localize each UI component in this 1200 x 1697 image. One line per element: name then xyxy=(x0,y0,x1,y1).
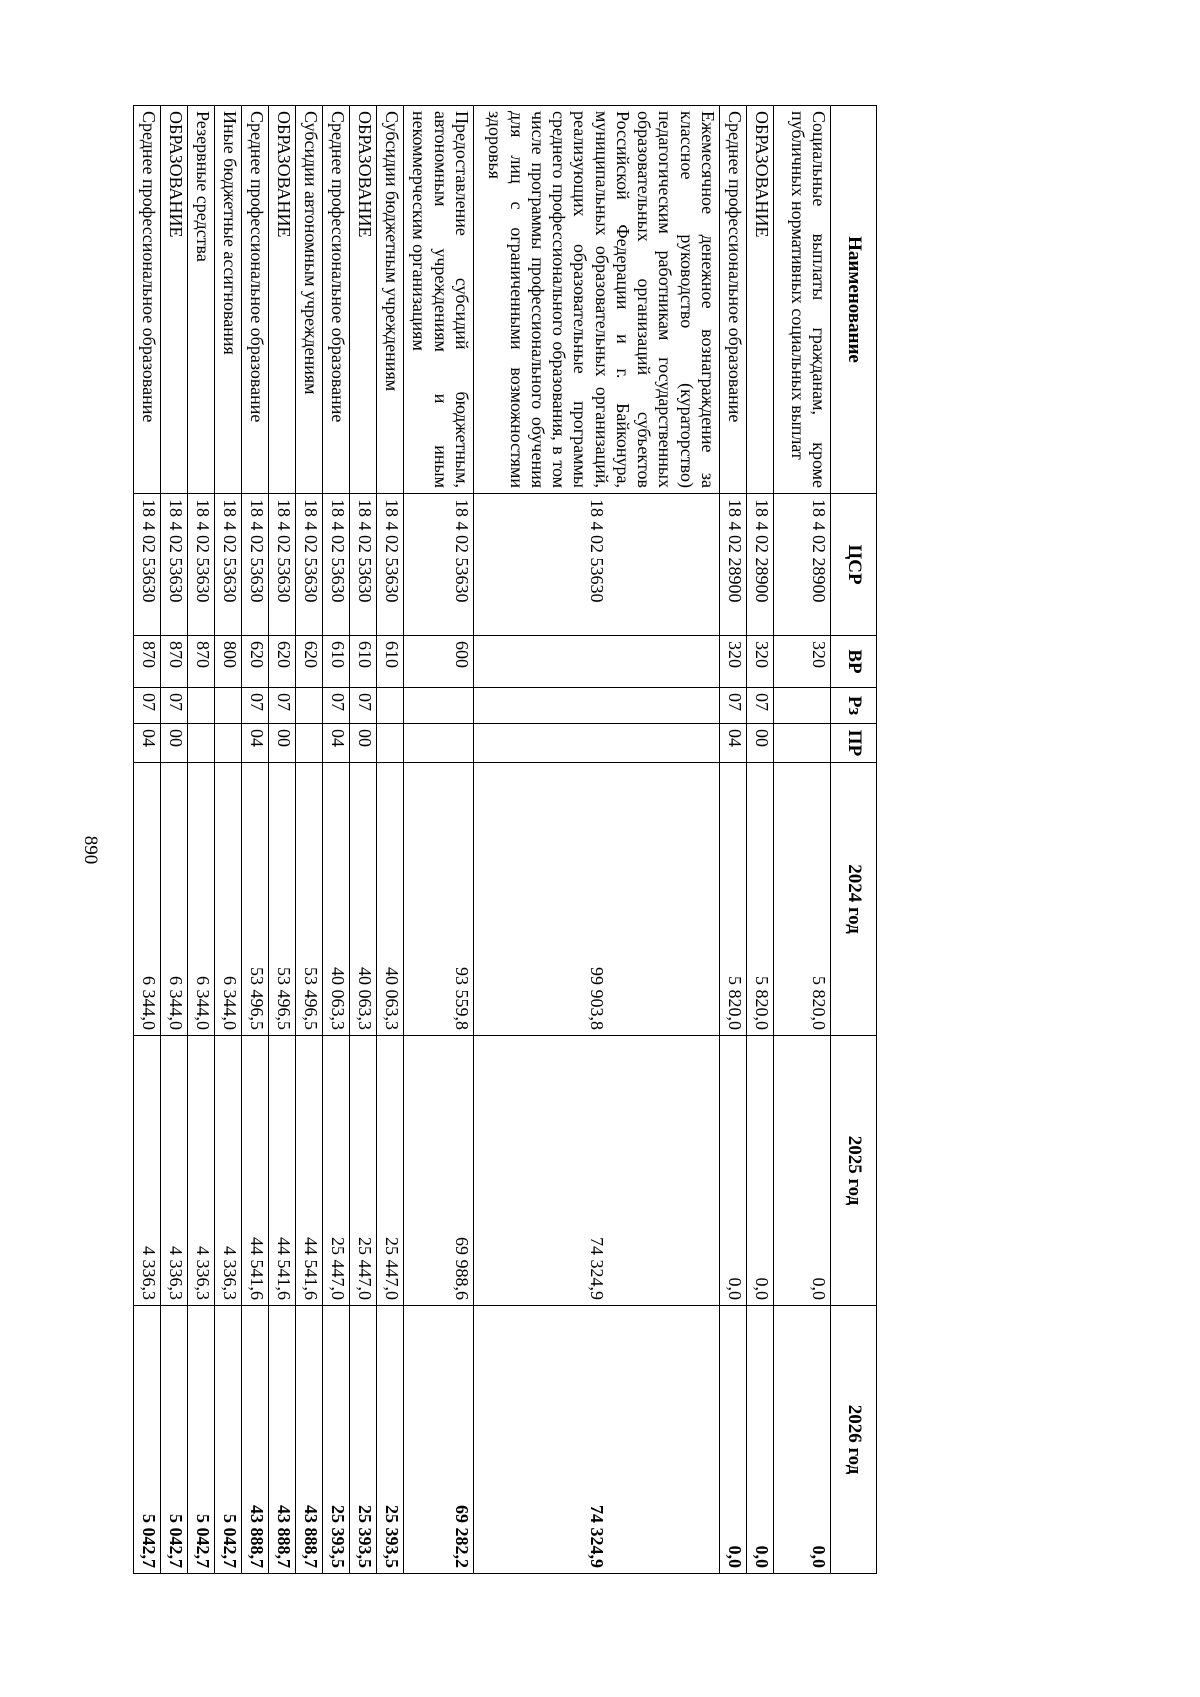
cell-rz: 07 xyxy=(746,688,773,724)
cell-pr xyxy=(296,724,323,763)
header-2024: 2024 год xyxy=(831,763,877,1036)
cell-csr: 18 4 02 53630 xyxy=(215,494,242,636)
cell-name: Среднее профессиональное образование xyxy=(323,106,350,494)
cell-name: ОБРАЗОВАНИЕ xyxy=(269,106,296,494)
cell-2026: 25 393,5 xyxy=(323,1306,350,1574)
cell-name: Резервные средства xyxy=(188,106,215,494)
cell-2024: 5 820,0 xyxy=(719,763,746,1036)
cell-2026: 43 888,7 xyxy=(242,1306,269,1574)
table-row xyxy=(404,106,473,1574)
cell-2026: 0,0 xyxy=(746,1306,773,1574)
cell-2024: 5 820,0 xyxy=(773,763,830,1036)
table-row xyxy=(134,106,161,1574)
header-vr: ВР xyxy=(831,636,877,688)
cell-name: Предоставление субсидий бюджетным, автономным учреждениям и иным некоммерческим организациям xyxy=(404,106,473,494)
cell-csr: 18 4 02 28900 xyxy=(719,494,746,636)
cell-csr: 18 4 02 53630 xyxy=(242,494,269,636)
cell-pr xyxy=(377,724,404,763)
cell-2024: 99 903,8 xyxy=(473,763,719,1036)
cell-2024: 53 496,5 xyxy=(296,763,323,1036)
cell-2026: 43 888,7 xyxy=(296,1306,323,1574)
cell-csr: 18 4 02 28900 xyxy=(773,494,830,636)
cell-pr xyxy=(188,724,215,763)
cell-2025: 0,0 xyxy=(719,1036,746,1306)
cell-2025: 74 324,9 xyxy=(473,1036,719,1306)
cell-rz xyxy=(296,688,323,724)
cell-2025: 4 336,3 xyxy=(215,1036,242,1306)
cell-name: ОБРАЗОВАНИЕ xyxy=(161,106,188,494)
cell-csr: 18 4 02 53630 xyxy=(161,494,188,636)
cell-csr: 18 4 02 28900 xyxy=(746,494,773,636)
cell-csr: 18 4 02 53630 xyxy=(296,494,323,636)
rotated-table-wrapper xyxy=(133,105,877,1573)
table-row xyxy=(473,106,719,1574)
cell-2025: 25 447,0 xyxy=(350,1036,377,1306)
cell-name: Субсидии бюджетным учреждениям xyxy=(377,106,404,494)
cell-vr: 610 xyxy=(323,636,350,688)
table-row xyxy=(215,106,242,1574)
cell-2025: 25 447,0 xyxy=(377,1036,404,1306)
table-row xyxy=(350,106,377,1574)
cell-pr xyxy=(473,724,719,763)
cell-csr: 18 4 02 53630 xyxy=(134,494,161,636)
cell-vr: 320 xyxy=(773,636,830,688)
cell-rz xyxy=(188,688,215,724)
cell-csr: 18 4 02 53630 xyxy=(350,494,377,636)
cell-2026: 5 042,7 xyxy=(161,1306,188,1574)
cell-2026: 25 393,5 xyxy=(377,1306,404,1574)
cell-rz: 07 xyxy=(350,688,377,724)
cell-rz xyxy=(404,688,473,724)
cell-pr: 00 xyxy=(746,724,773,763)
table-header-row xyxy=(831,106,877,1574)
budget-table xyxy=(133,105,877,1574)
cell-pr xyxy=(404,724,473,763)
table-row xyxy=(719,106,746,1574)
table-row xyxy=(746,106,773,1574)
cell-2025: 44 541,6 xyxy=(296,1036,323,1306)
header-name: Наименование xyxy=(831,106,877,494)
cell-2025: 4 336,3 xyxy=(134,1036,161,1306)
cell-rz: 07 xyxy=(719,688,746,724)
cell-rz xyxy=(473,688,719,724)
table-row xyxy=(296,106,323,1574)
cell-csr: 18 4 02 53630 xyxy=(323,494,350,636)
cell-vr: 610 xyxy=(350,636,377,688)
table-row xyxy=(269,106,296,1574)
cell-vr: 620 xyxy=(242,636,269,688)
cell-2024: 53 496,5 xyxy=(242,763,269,1036)
cell-2026: 0,0 xyxy=(719,1306,746,1574)
cell-csr: 18 4 02 53630 xyxy=(188,494,215,636)
cell-name: ОБРАЗОВАНИЕ xyxy=(350,106,377,494)
cell-csr: 18 4 02 53630 xyxy=(404,494,473,636)
cell-2025: 4 336,3 xyxy=(161,1036,188,1306)
cell-vr: 320 xyxy=(746,636,773,688)
cell-vr: 320 xyxy=(719,636,746,688)
cell-pr: 04 xyxy=(719,724,746,763)
table-row xyxy=(242,106,269,1574)
cell-name: Среднее профессиональное образование xyxy=(719,106,746,494)
cell-name: Социальные выплаты гражданам, кроме публичных нормативных социальных выплат xyxy=(773,106,830,494)
cell-name: Среднее профессиональное образование xyxy=(134,106,161,494)
header-pr: ПР xyxy=(831,724,877,763)
cell-2026: 0,0 xyxy=(773,1306,830,1574)
cell-2026: 69 282,2 xyxy=(404,1306,473,1574)
table-row xyxy=(773,106,830,1574)
cell-2026: 5 042,7 xyxy=(188,1306,215,1574)
cell-vr: 600 xyxy=(404,636,473,688)
cell-2024: 40 063,3 xyxy=(323,763,350,1036)
cell-pr: 04 xyxy=(323,724,350,763)
cell-vr xyxy=(473,636,719,688)
cell-2024: 53 496,5 xyxy=(269,763,296,1036)
cell-csr: 18 4 02 53630 xyxy=(377,494,404,636)
cell-2024: 6 344,0 xyxy=(161,763,188,1036)
cell-vr: 620 xyxy=(296,636,323,688)
cell-rz xyxy=(773,688,830,724)
cell-2026: 5 042,7 xyxy=(134,1306,161,1574)
cell-name: ОБРАЗОВАНИЕ xyxy=(746,106,773,494)
cell-vr: 870 xyxy=(161,636,188,688)
cell-2026: 25 393,5 xyxy=(350,1306,377,1574)
cell-2024: 6 344,0 xyxy=(215,763,242,1036)
header-2025: 2025 год xyxy=(831,1036,877,1306)
page-number: 890 xyxy=(80,835,101,865)
cell-vr: 800 xyxy=(215,636,242,688)
cell-rz: 07 xyxy=(323,688,350,724)
cell-2024: 40 063,3 xyxy=(350,763,377,1036)
cell-2024: 93 559,8 xyxy=(404,763,473,1036)
table-row xyxy=(188,106,215,1574)
table-row xyxy=(161,106,188,1574)
cell-name: Иные бюджетные ассигнования xyxy=(215,106,242,494)
cell-csr: 18 4 02 53630 xyxy=(473,494,719,636)
cell-2025: 69 988,6 xyxy=(404,1036,473,1306)
cell-pr: 04 xyxy=(242,724,269,763)
header-csr: ЦСР xyxy=(831,494,877,636)
cell-2025: 0,0 xyxy=(773,1036,830,1306)
cell-name: Ежемесячное денежное вознаграждение за классное руководство (кураторство) педагогическим работникам государственных образовательных организаций субъектов Российской Федерации и г. Байконура, муниципальных образовательных организаций, реализующих образовательные программы среднего профессионального образования, в том числе программы профессионального обучения для лиц с ограниченными возможностями здоровья xyxy=(473,106,719,494)
cell-pr: 00 xyxy=(269,724,296,763)
header-2026: 2026 год xyxy=(831,1306,877,1574)
cell-pr: 00 xyxy=(350,724,377,763)
cell-2026: 43 888,7 xyxy=(269,1306,296,1574)
table-row xyxy=(323,106,350,1574)
cell-rz: 07 xyxy=(242,688,269,724)
header-rz: Рз xyxy=(831,688,877,724)
cell-2025: 0,0 xyxy=(746,1036,773,1306)
cell-name: Среднее профессиональное образование xyxy=(242,106,269,494)
cell-rz xyxy=(215,688,242,724)
table-row xyxy=(377,106,404,1574)
cell-rz: 07 xyxy=(134,688,161,724)
cell-2025: 44 541,6 xyxy=(242,1036,269,1306)
cell-pr xyxy=(215,724,242,763)
cell-2024: 5 820,0 xyxy=(746,763,773,1036)
cell-rz xyxy=(377,688,404,724)
cell-vr: 870 xyxy=(134,636,161,688)
cell-vr: 610 xyxy=(377,636,404,688)
cell-2024: 6 344,0 xyxy=(134,763,161,1036)
cell-pr xyxy=(773,724,830,763)
cell-vr: 870 xyxy=(188,636,215,688)
cell-vr: 620 xyxy=(269,636,296,688)
cell-2024: 6 344,0 xyxy=(188,763,215,1036)
cell-2024: 40 063,3 xyxy=(377,763,404,1036)
cell-pr: 00 xyxy=(161,724,188,763)
cell-2025: 4 336,3 xyxy=(188,1036,215,1306)
cell-csr: 18 4 02 53630 xyxy=(269,494,296,636)
cell-pr: 04 xyxy=(134,724,161,763)
cell-2026: 74 324,9 xyxy=(473,1306,719,1574)
cell-rz: 07 xyxy=(161,688,188,724)
cell-name: Субсидии автономным учреждениям xyxy=(296,106,323,494)
cell-rz: 07 xyxy=(269,688,296,724)
cell-2025: 25 447,0 xyxy=(323,1036,350,1306)
cell-2025: 44 541,6 xyxy=(269,1036,296,1306)
cell-2026: 5 042,7 xyxy=(215,1306,242,1574)
